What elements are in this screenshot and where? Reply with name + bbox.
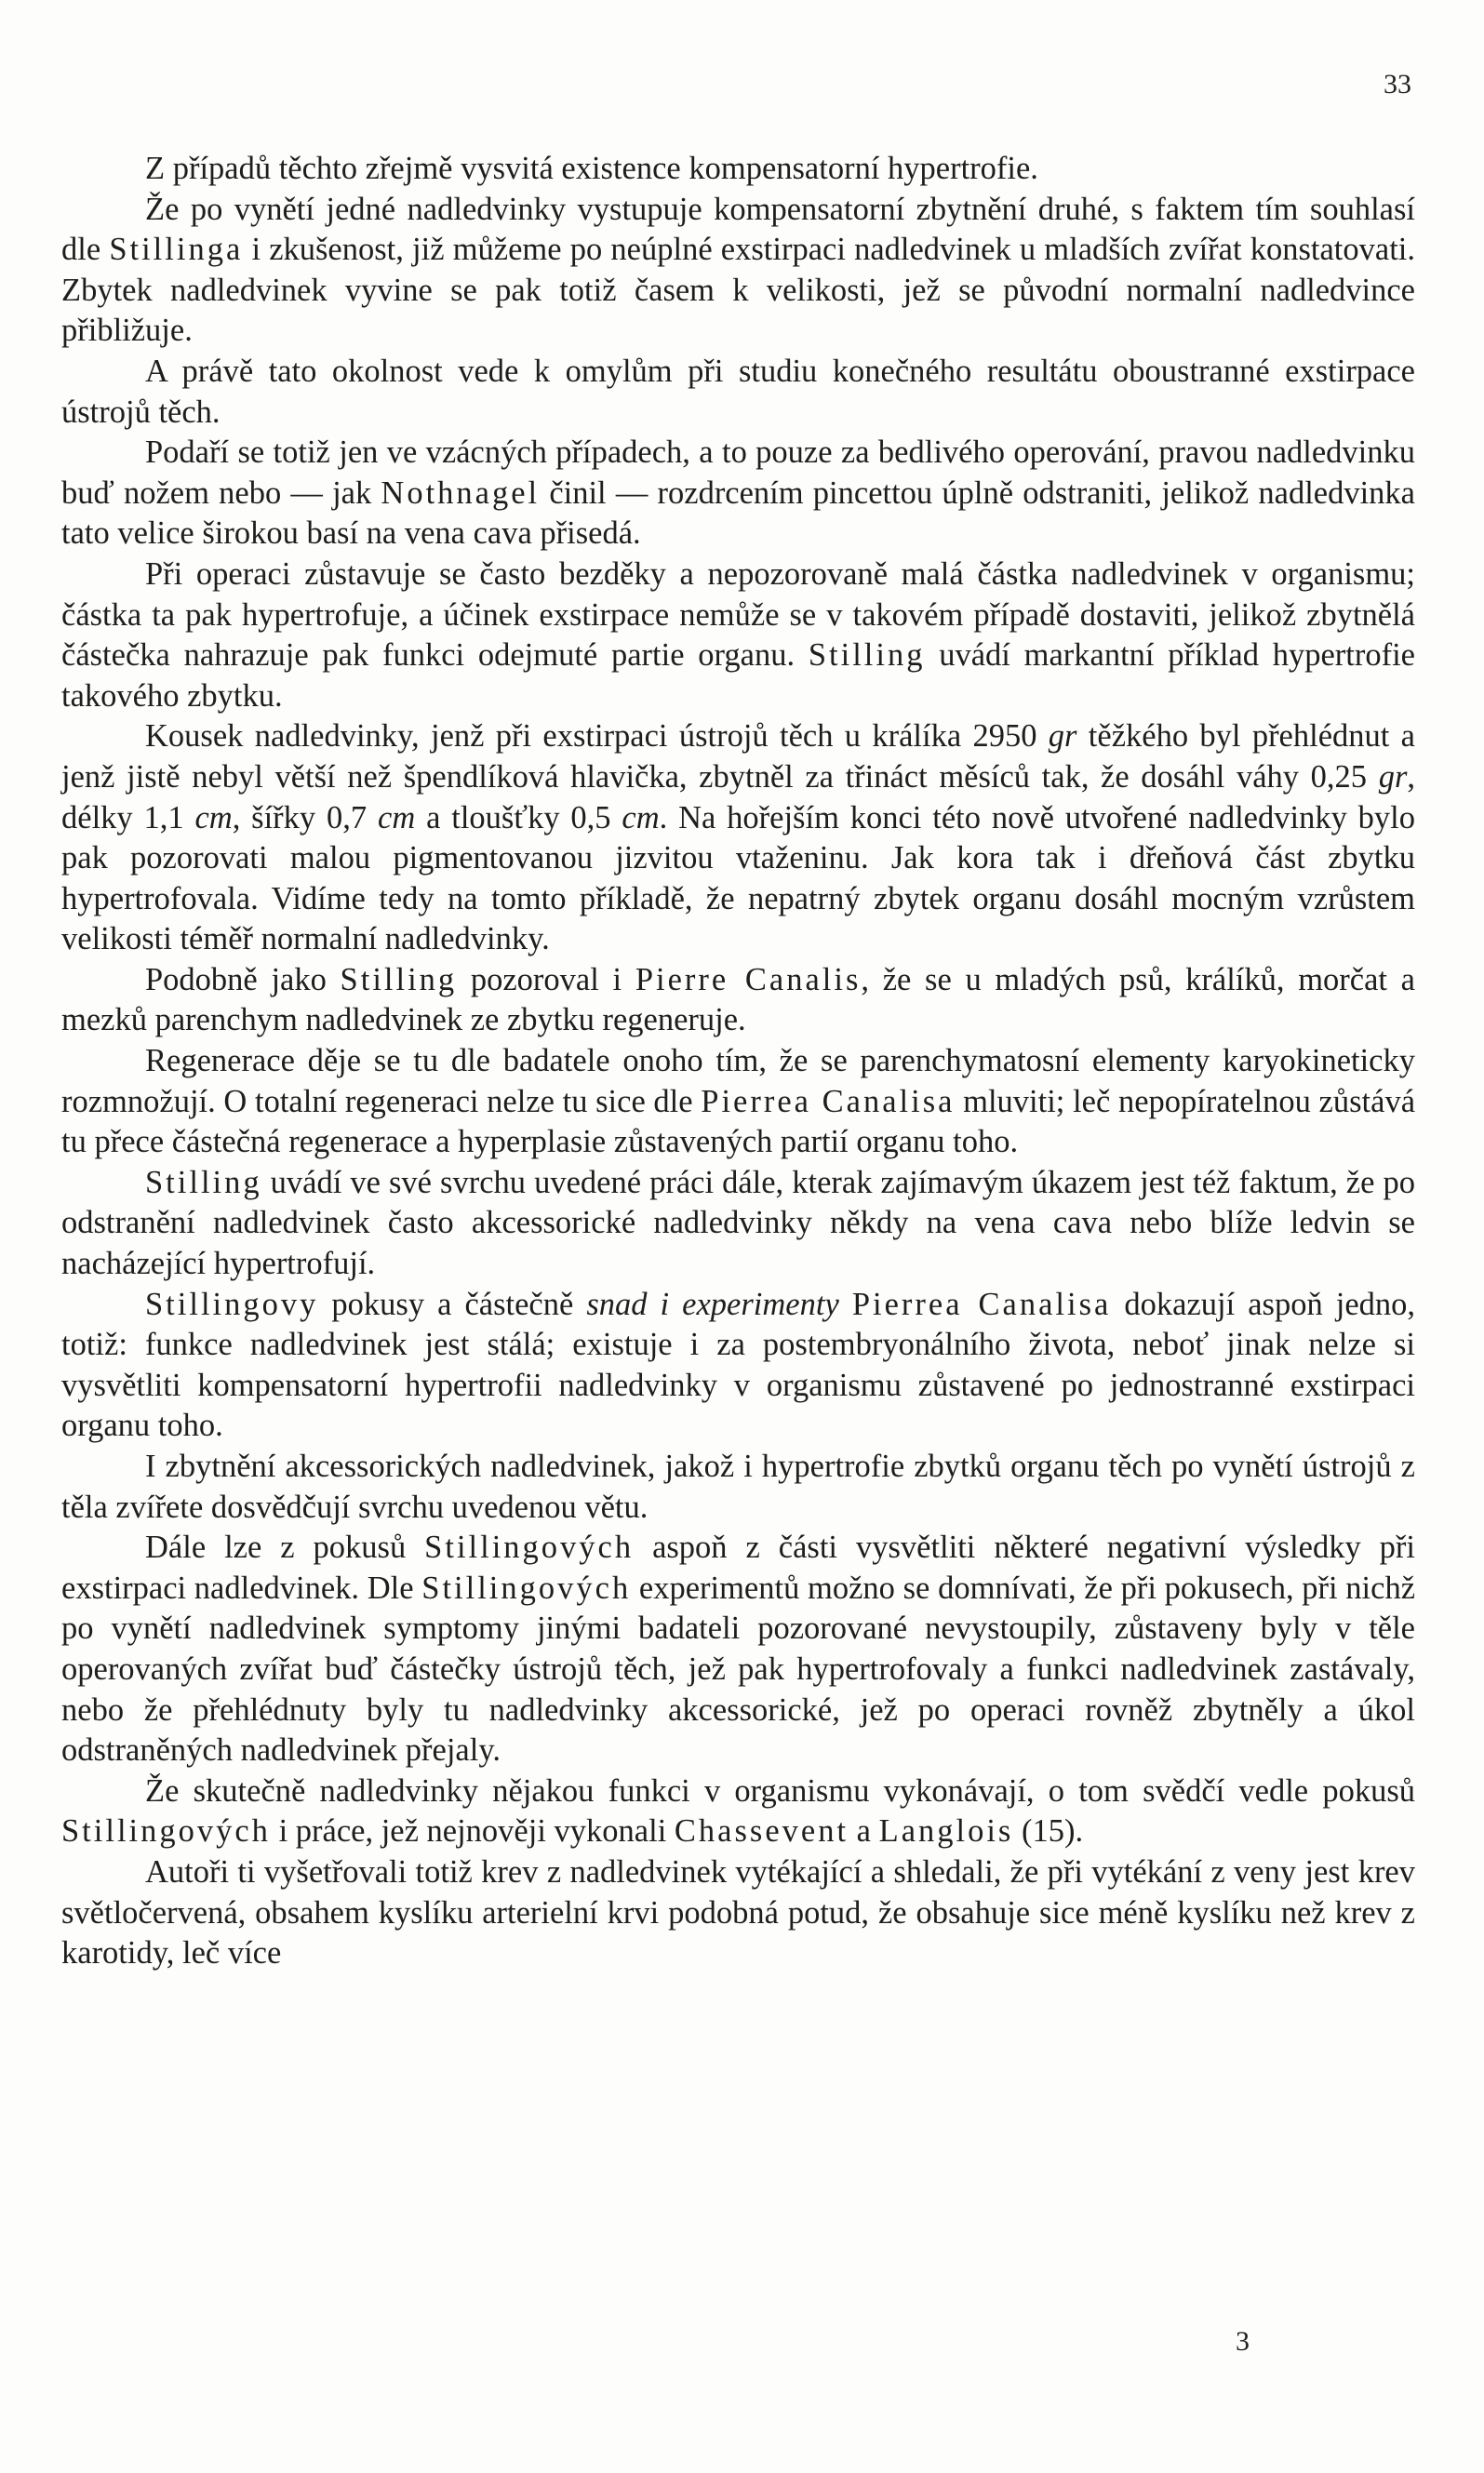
author-name: Pierrea Canalisa — [851, 1286, 1112, 1322]
text-run: pokusy a částečně — [318, 1286, 587, 1322]
paragraph — [61, 1852, 1415, 1974]
text-run: a — [849, 1813, 879, 1850]
paragraph — [61, 1163, 1415, 1285]
text-run: dokazují aspoň jedno, totiž: funkce nadledvinek jest stálá; existuje i za postembryonálního života, neboť jinak nelze si vysvětliti kompensatorní hypertrofii nadledvinky v organismu zůstavené po jednostranné exstirpaci organu toho. — [61, 1286, 1416, 1444]
paragraph — [61, 1447, 1415, 1528]
text-run: I zbytnění akcessorických nadledvinek, jakož i hypertrofie zbytků organu těch po vynětí ústrojů z těla zvířete dosvědčují svrchu uvedenou větu. — [61, 1449, 1415, 1525]
italic-text: cm — [378, 799, 416, 835]
text-run: i zkušenost, již můžeme po neúplné exstirpaci nadledvinek u mladších zvířat konstatovati. Zbytek nadledvinek vyvine se pak totiž časem k velikosti, jež se původní normalní nadledvince přibližuje. — [61, 232, 1415, 349]
text-run: experimentů možno se domnívati, že při pokusech, při nichž po vynětí nadledvinek symptomy jinými badateli pozorované nevystoupily, zůstaveny byly v těle operovaných zvířat buď částečky ústrojů těch, jež pak hypertrofovaly a funkci nadledvinek zastávaly, nebo že přehlédnuty byly tu nadledvinky akcessorické, jež po operaci rovněž zbytněly a úkol odstraněných nadledvinek přejaly. — [61, 1570, 1416, 1769]
author-name: Langlois — [878, 1813, 1014, 1850]
paragraph — [61, 1771, 1415, 1852]
author-name: Pierre Canalis — [635, 961, 862, 997]
text-run: Kousek nadledvinky, jenž při exstirpaci ústrojů těch u králíka 2950 — [145, 718, 1049, 755]
paragraph — [61, 433, 1415, 555]
paragraph — [61, 190, 1415, 352]
text-run: Regenerace děje se tu dle badatele onoho tím, že se parenchymatosní elementy karyokineticky rozmnožují. O totalní regeneraci nelze tu sice dle — [61, 1043, 1415, 1119]
paragraph — [61, 352, 1415, 433]
author-name: Stillingových — [421, 1570, 632, 1606]
text-run: . Na hořejším konci této nově utvořené nadledvinky bylo pak pozorovati malou pigmentovanou jizvitou vtaženinu. Jak kora tak i dřeňová část zbytku hypertrofovala. Vidíme tedy na tomto příkladě, že nepatrný zbytek organu dosáhl mocným vzrůstem velikosti téměř normalní nadledvinky. — [61, 799, 1415, 957]
author-name: Stillingových — [61, 1813, 271, 1850]
paragraph — [61, 1528, 1415, 1771]
author-name: Stilling — [808, 637, 926, 674]
body-text — [61, 149, 1415, 1974]
paragraph — [61, 716, 1415, 960]
text-run: i práce, jež nejnověji vykonali — [270, 1813, 675, 1850]
text-run: (15). — [1013, 1813, 1084, 1850]
text-run: aspoň z části vysvětliti některé negativní výsledky při exstirpaci nadledvinek. Dle — [61, 1530, 1416, 1606]
text-run: a tloušťky 0,5 — [415, 799, 622, 835]
author-name: Pierrea Canalisa — [701, 1083, 956, 1119]
text-run: uvádí markantní příklad hypertrofie takového zbytku. — [61, 637, 1415, 714]
paragraph — [61, 960, 1415, 1041]
signature-mark: 3 — [1236, 2326, 1250, 2357]
author-name: Stilling — [340, 961, 458, 997]
text-run: těžkého byl přehlédnut a jenž jistě nebyl větší než špendlíková hlavička, zbytněl za třináct měsíců tak, že dosáhl váhy 0,25 — [61, 718, 1415, 795]
italic-text: gr — [1048, 718, 1077, 755]
text-run: Při operaci zůstavuje se často bezděky a nepozorovaně malá částka nadledvinek v organismu; částka ta pak hypertrofuje, a účinek exstirpace nemůže se v takovém případě dostaviti, jelikož zbytnělá částečka nahrazuje pak funkci odejmuté partie organu. — [61, 555, 1415, 674]
text-run: mluviti; leč nepopíratelnou zůstává tu přece částečná regenerace a hyperplasie zůstavených partií organu toho. — [61, 1083, 1416, 1160]
paragraph — [61, 1285, 1415, 1447]
text-run: uvádí ve své svrchu uvedené práci dále, kterak zajímavým úkazem jest též faktum, že po odstranění nadledvinek často akcessorické nadledvinky někdy na vena cava nebo blíže ledvin se nacházející hypertrofují. — [61, 1164, 1415, 1282]
text-run: , šířky 0,7 — [232, 799, 378, 835]
text-run: Podaří se totiž jen ve vzácných případech, a to pouze za bedlivého operování, pravou nadledvinku buď nožem nebo — jak — [61, 434, 1415, 511]
author-name: Nothnagel — [381, 475, 541, 511]
text-run: Z případů těchto zřejmě vysvitá existence kompensatorní hypertrofie. — [145, 151, 1038, 186]
paragraph — [61, 149, 1415, 190]
author-name: Stillinga — [109, 232, 244, 268]
text-run: Autoři ti vyšetřovali totiž krev z nadledvinek vytékající a shledali, že při vytékání z veny jest krev světločervená, obsahem kyslíku arterielní krvi podobná potud, že obsahuje sice méně kyslíku než krev z karotidy, leč více — [61, 1853, 1415, 1972]
italic-text: snad i experimenty — [586, 1286, 839, 1322]
text-run: Že skutečně nadledvinky nějakou funkci v organismu vykonávají, o tom svědčí vedle pokusů — [145, 1772, 1415, 1809]
author-name: Stillingovy — [145, 1286, 319, 1322]
text-run — [839, 1287, 852, 1322]
text-run: Dále lze z pokusů — [145, 1530, 425, 1566]
italic-text: cm — [622, 799, 660, 835]
text-run: , že se u mladých psů, králíků, morčat a mezků parenchym nadledvinek ze zbytku regeneruje. — [61, 961, 1415, 1038]
author-name: Stillingových — [424, 1530, 635, 1566]
page-number: 33 — [1384, 69, 1411, 100]
italic-text: gr — [1378, 758, 1408, 795]
text-run: , délky 1,1 — [61, 758, 1415, 835]
text-run: činil — rozdrcením pincettou úplně odstraniti, jelikož nadledvinka tato velice širokou basí na vena cava přisedá. — [61, 475, 1415, 552]
text-run: Že po vynětí jedné nadledvinky vystupuje kompensatorní zbytnění druhé, s faktem tím souhlasí dle — [61, 191, 1415, 268]
italic-text: cm — [194, 799, 233, 835]
paragraph — [61, 555, 1415, 716]
text-run: A právě tato okolnost vede k omylům při studiu konečného resultátu oboustranné exstirpace ústrojů těch. — [61, 353, 1415, 430]
author-name: Chassevent — [674, 1813, 849, 1850]
author-name: Stilling — [145, 1164, 262, 1200]
paragraph — [61, 1041, 1415, 1163]
text-run: Podobně jako — [145, 961, 341, 997]
text-run: pozoroval i — [457, 961, 635, 997]
